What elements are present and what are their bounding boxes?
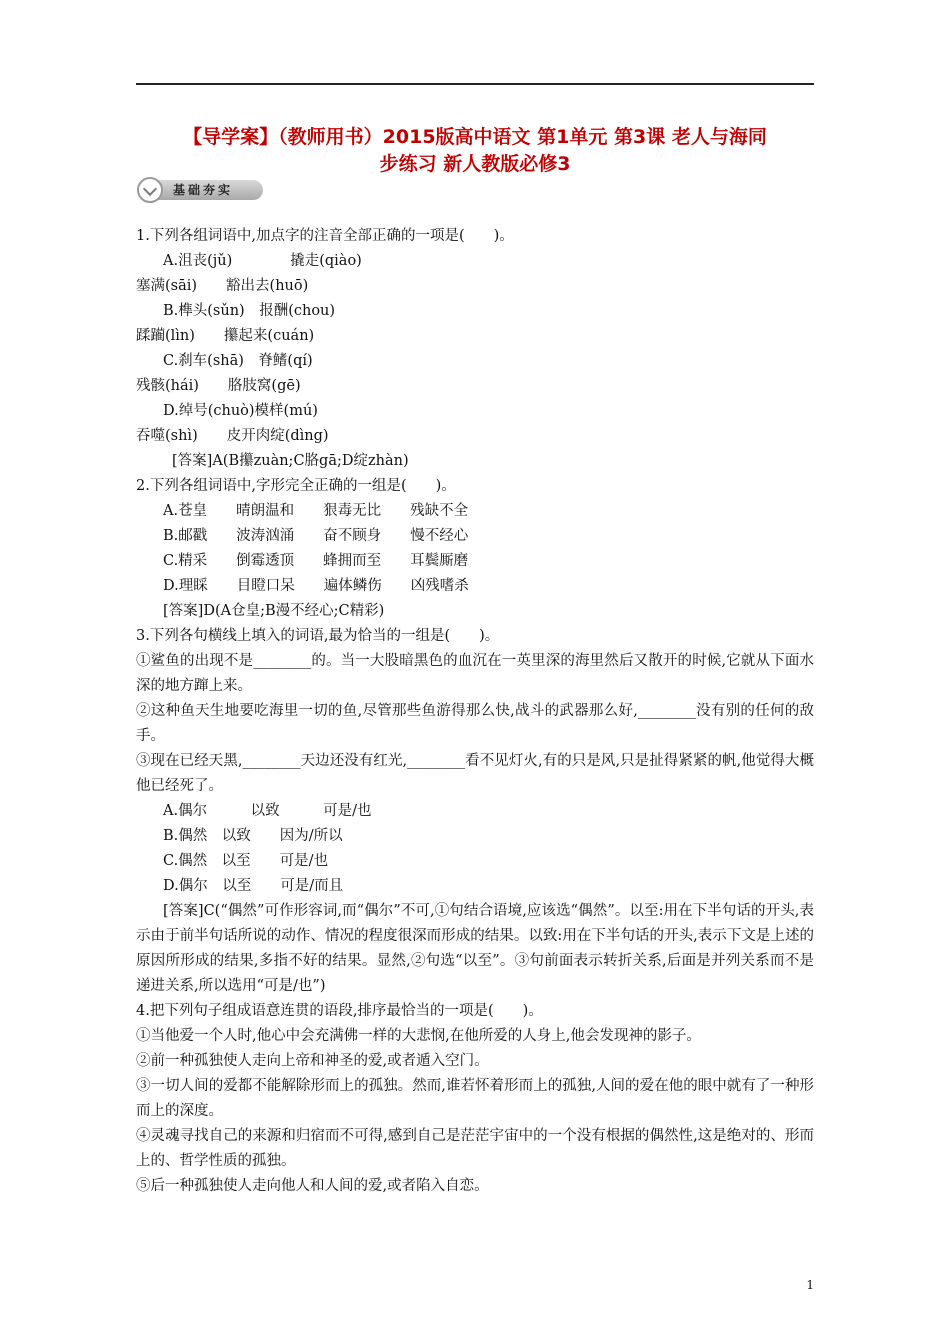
sentence-line: ③现在已经天黑,________天边还没有红光,________看不见灯火,有的只是风,只是扯得紧紧的帆,他觉得大概他已经死了。	[136, 753, 814, 794]
question-2: 2.下列各组词语中,字形完全正确的一组是( )。	[136, 478, 456, 494]
option-line: A.沮丧(jǔ) 撬走(qiào)	[163, 253, 362, 269]
document-body	[136, 224, 814, 1199]
sentence-line: ⑤后一种孤独使人走向他人和人间的爱,或者陷入自恋。	[136, 1178, 489, 1194]
sentence-line: ①鲨鱼的出现不是________的。当一大股暗黑色的血沉在一英里深的海里然后又散开的时候,它就从下面水深的地方蹿上来。	[136, 653, 814, 694]
sentence-line: ②这种鱼天生地要吃海里一切的鱼,尽管那些鱼游得那么快,战斗的武器那么好,________没有别的任何的敌手。	[136, 703, 814, 744]
document-title	[136, 124, 814, 178]
option-line: B.偶然 以致 因为/所以	[163, 828, 343, 844]
sentence-line: ④灵魂寻找自己的来源和归宿而不可得,感到自己是茫茫宇宙中的一个没有根据的偶然性,这是绝对的、形而上的、哲学性质的孤独。	[136, 1128, 814, 1169]
sentence-line: ①当他爱一个人时,他心中会充满佛一样的大悲悯,在他所爱的人身上,他会发现神的影子。	[136, 1028, 701, 1044]
option-line: A.苍皇 晴朗温和 狠毒无比 残缺不全	[163, 503, 469, 519]
chevron-down-icon	[143, 182, 157, 196]
title-line-1: 【导学案】（教师用书）2015版高中语文 第1单元 第3课 老人与海同	[183, 126, 767, 148]
question-4: 4.把下列句子组成语意连贯的语段,排序最恰当的一项是( )。	[136, 1003, 543, 1019]
option-line: B.邮戳 波涛汹涌 奋不顾身 慢不经心	[163, 528, 469, 544]
option-line: D.理睬 目瞪口呆 遍体鳞伤 凶残嗜杀	[163, 578, 469, 594]
page-number: 1	[806, 1278, 814, 1292]
sentence-line: ②前一种孤独使人走向上帝和神圣的爱,或者遁入空门。	[136, 1053, 489, 1069]
option-line: C.偶然 以至 可是/也	[163, 853, 329, 869]
option-line: C.精采 倒霉透顶 蜂拥而至 耳鬓厮磨	[163, 553, 469, 569]
option-line: D.偶尔 以至 可是/而且	[163, 878, 344, 894]
sentence-line: ③一切人间的爱都不能解除形而上的孤独。然而,谁若怀着形而上的孤独,人间的爱在他的眼中就有了一种形而上的深度。	[136, 1078, 814, 1119]
answer-line: [答案]A(B攥zuàn;C胳gā;D绽zhàn)	[172, 453, 409, 469]
header-rule	[136, 83, 814, 85]
option-line: 残骸(hái) 胳肢窝(gē)	[136, 378, 301, 394]
option-line: C.刹车(shā) 脊鳍(qí)	[163, 353, 313, 369]
section-badge-label: 基础夯实	[173, 183, 234, 197]
option-line: D.绰号(chuò)模样(mú)	[163, 403, 318, 419]
question-1: 1.下列各组词语中,加点字的注音全部正确的一项是( )。	[136, 228, 514, 244]
option-line: A.偶尔 以致 可是/也	[163, 803, 372, 819]
question-3: 3.下列各句横线上填入的词语,最为恰当的一组是( )。	[136, 628, 500, 644]
option-line: B.榫头(sǔn) 报酬(chou)	[163, 303, 336, 319]
chevron-circle-icon	[137, 177, 163, 203]
option-line: 塞满(sāi) 豁出去(huō)	[136, 278, 309, 294]
answer-line: [答案]D(A仓皇;B漫不经心;C精彩)	[163, 603, 385, 619]
title-line-2: 步练习 新人教版必修3	[379, 153, 571, 175]
section-badge	[137, 177, 265, 203]
option-line: 吞噬(shì) 皮开肉绽(dìng)	[136, 428, 329, 444]
option-line: 蹂躏(lìn) 攥起来(cuán)	[136, 328, 315, 344]
answer-line: [答案]C(“偶然”可作形容词,而“偶尔”不可,①句结合语境,应该选“偶然”。以至:用在下半句话的开头,表示由于前半句话所说的动作、情况的程度很深而形成的结果。以致:用在下半句话的开头,表示下文是上述的原因所形成的结果,多指不好的结果。显然,②句选“以至”。③句前面表示转折关系,后面是并列关系而不是递进关系,所以选用“可是/也”)	[136, 903, 814, 994]
